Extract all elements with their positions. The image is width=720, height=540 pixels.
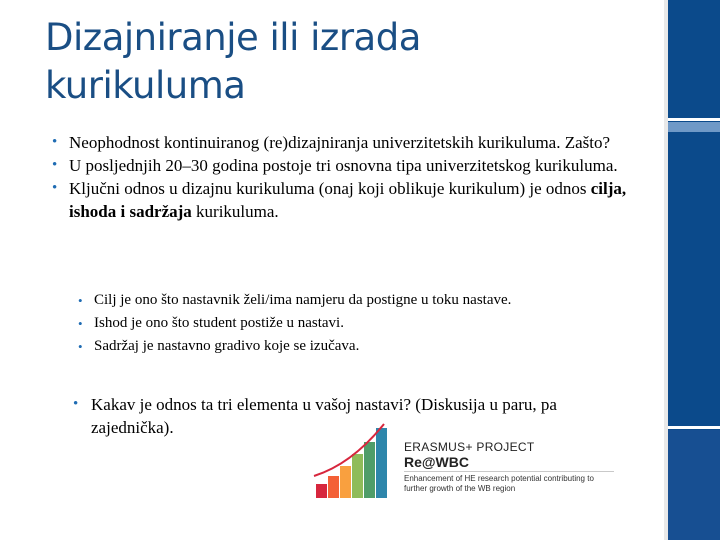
logo-bar (340, 466, 351, 498)
logo-divider (404, 471, 614, 472)
logo-heading: ERASMUS+ PROJECT (404, 440, 535, 454)
sub-bullet-item: • Cilj je ono što nastavnik želi/ima namjeru da postigne u toku nastave. (76, 289, 656, 312)
bullet-text: U posljednjih 20–30 godina postoje tri osnovna tipa univerzitetskog kurikuluma. (69, 156, 618, 175)
logo-bar (352, 454, 363, 498)
bullet-text: Ključni odnos u dizajnu kurikuluma (onaj koji oblikuje kurikulum) je odnos (69, 179, 591, 198)
bullet-item (50, 177, 650, 223)
logo-bar (316, 484, 327, 498)
logo-bar (376, 428, 387, 498)
sidebar-block-top (668, 0, 720, 118)
bullet-list (50, 131, 650, 223)
slide-title (45, 14, 655, 110)
erasmus-project-logo (312, 414, 622, 503)
bullet-text: Neophodnost kontinuiranog (re)dizajniranja univerzitetskih kurikuluma. Zašto? (69, 133, 611, 152)
growth-bars-logo-icon (312, 414, 404, 503)
sub-bullet-list (76, 289, 656, 358)
bullet-item (50, 154, 650, 177)
sidebar-block-bottom (668, 430, 720, 540)
sidebar-gap (668, 118, 720, 121)
sidebar-block-accent (668, 122, 720, 132)
slide-title-line: Dizajniranje ili izrada (45, 16, 421, 59)
logo-brand: Re@WBC (404, 454, 469, 470)
sub-bullet-item: • Sadržaj je nastavno gradivo koje se izučava. (76, 335, 656, 358)
slide-title-line: kurikuluma (45, 64, 246, 107)
bullet-item (50, 131, 650, 154)
bullet-text: kurikuluma. (191, 202, 279, 221)
discussion-bullet: • Kakav je odnos ta tri elementa u vašoj nastavi? (Diskusija u paru, pa zajednička). (70, 393, 640, 439)
sub-bullet-item: • Ishod je ono što student postiže u nastavi. (76, 312, 656, 335)
sidebar-gap (668, 426, 720, 429)
bullet-bold-text: cilja, ishoda i sadržaja (69, 179, 627, 221)
logo-bar (364, 442, 375, 498)
logo-bar (328, 476, 339, 498)
logo-description: Enhancement of HE research potential contributing to further growth of the WB region (404, 474, 594, 493)
